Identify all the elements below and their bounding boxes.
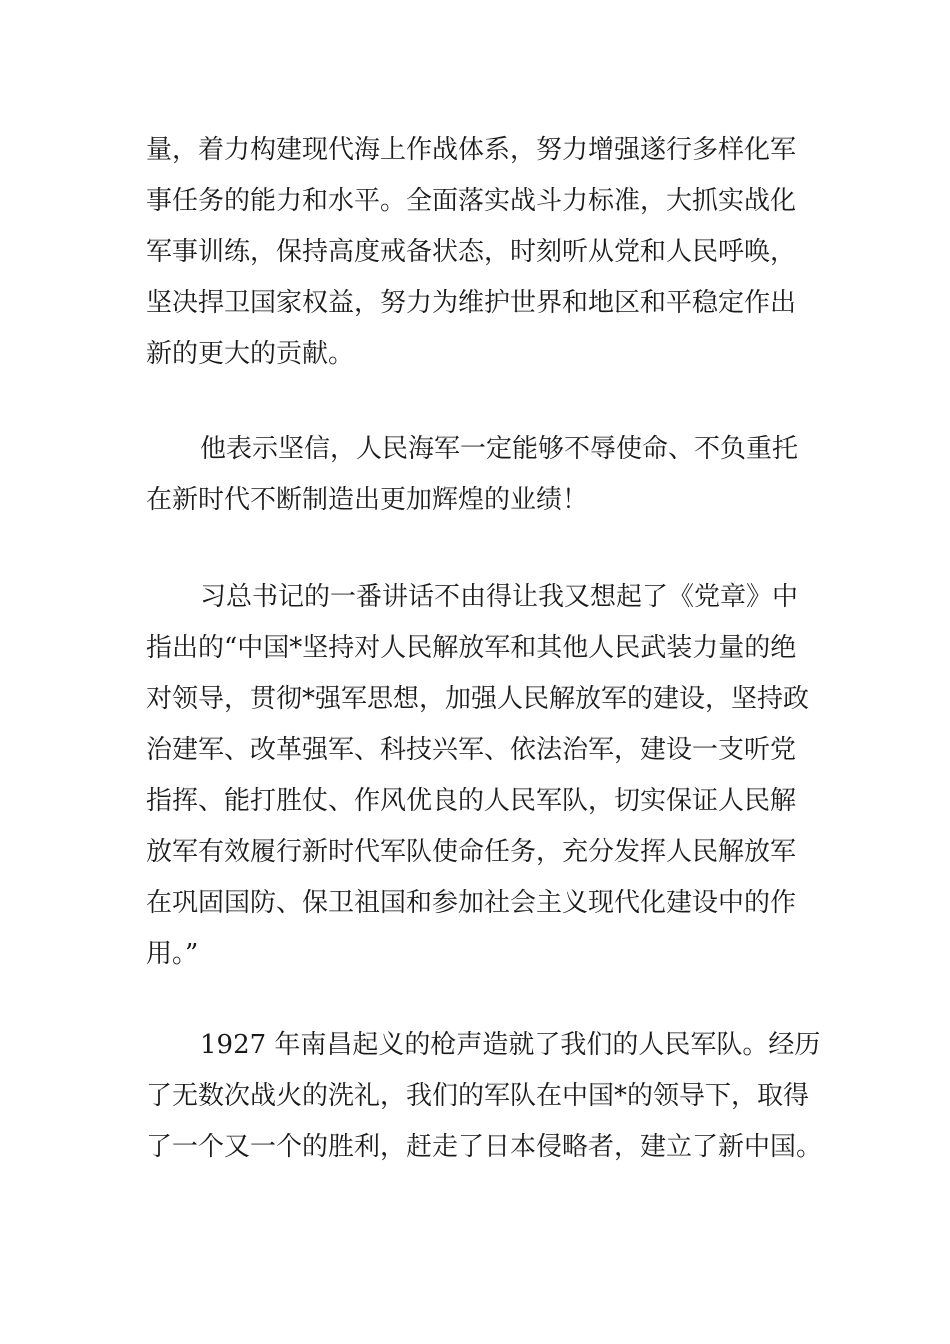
paragraph-navy-tasks (146, 125, 806, 380)
text-line: 指挥、能打胜仗、作风优良的人民军队，切实保证人民解 (146, 786, 797, 816)
text-line: 量，着力构建现代海上作战体系，努力增强遂行多样化军 (146, 135, 797, 165)
paragraph-party-constitution (146, 572, 810, 980)
text-line: 军事训练，保持高度戒备状态，时刻听从党和人民呼唤， (146, 237, 797, 267)
text-line: 用。” (146, 939, 199, 969)
text-line: 放军有效履行新时代军队使命任务，充分发挥人民解放军 (146, 837, 797, 867)
paragraph-nanchang-uprising (146, 1020, 823, 1173)
text-line: 事任务的能力和水平。全面落实战斗力标准，大抓实战化 (146, 186, 797, 216)
text-line: 他表示坚信，人民海军一定能够不辱使命、不负重托 (200, 434, 799, 464)
text-line: 了无数次战火的洗礼，我们的军队在中国*的领导下，取得 (146, 1081, 810, 1111)
text-line: 对领导，贯彻*强军思想，加强人民解放军的建设，坚持政 (146, 684, 810, 714)
text-line: 在新时代不断制造出更加辉煌的业绩！ (146, 485, 589, 515)
text-line: 1927 年南昌起义的枪声造就了我们的人民军队。经历 (200, 1030, 821, 1060)
text-line: 坚决捍卫国家权益，努力为维护世界和地区和平稳定作出 (146, 288, 797, 318)
text-line: 了一个又一个的胜利，赶走了日本侵略者，建立了新中国。 (146, 1132, 823, 1162)
text-line: 治建军、改革强军、科技兴军、依法治军，建设一支听党 (146, 735, 797, 765)
text-line: 新的更大的贡献。 (146, 339, 355, 369)
text-line: 习总书记的一番讲话不由得让我又想起了《党章》中 (200, 582, 799, 612)
text-line: 指出的“中国*坚持对人民解放军和其他人民武装力量的绝 (146, 633, 797, 663)
text-line: 在巩固国防、保卫祖国和参加社会主义现代化建设中的作 (146, 888, 797, 918)
paragraph-confidence (146, 424, 806, 526)
